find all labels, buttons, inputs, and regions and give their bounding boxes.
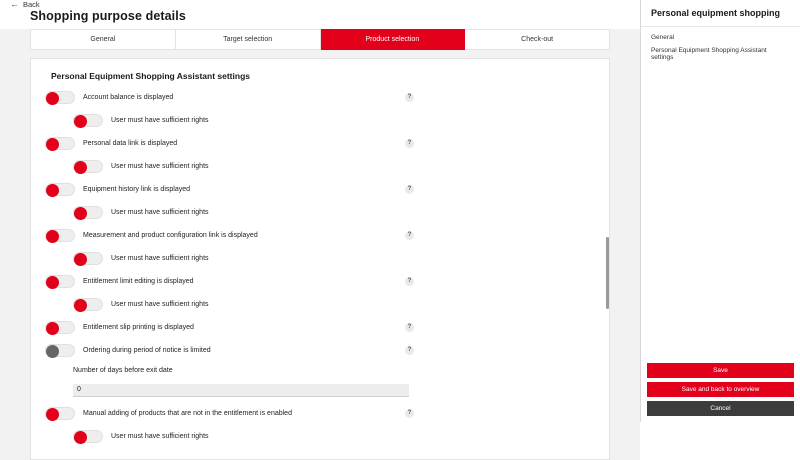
tab-check-out[interactable]: Check-out xyxy=(465,29,610,50)
setting-label: Entitlement limit editing is displayed xyxy=(83,278,194,285)
setting-label: Manual adding of products that are not in the entitlement is enabled xyxy=(83,409,292,417)
toggle-equipment-history-link-displayed[interactable] xyxy=(45,183,75,196)
setting-label: Ordering during period of notice is limited xyxy=(83,347,211,354)
setting-row xyxy=(45,91,595,104)
setting-label: User must have sufficient rights xyxy=(111,432,209,440)
setting-row xyxy=(73,114,595,127)
sidebar-item-general[interactable]: General xyxy=(651,34,675,41)
panel-scrollbar[interactable] xyxy=(606,59,609,459)
cancel-button[interactable]: Cancel xyxy=(647,401,794,416)
toggle-measurement-product-config-link-displayed[interactable] xyxy=(45,229,75,242)
save-button[interactable]: Save xyxy=(647,363,794,378)
tab-target-selection[interactable]: Target selection xyxy=(176,29,321,50)
setting-label: User must have sufficient rights xyxy=(111,301,209,308)
save-and-back-button[interactable]: Save and back to overview xyxy=(647,382,794,397)
content-area xyxy=(0,50,640,460)
setting-row xyxy=(73,160,595,173)
toggle-ordering-period-of-notice-limited[interactable] xyxy=(45,344,75,357)
toggle-knob xyxy=(74,115,87,128)
setting-row xyxy=(45,229,595,242)
tab-product-selection[interactable]: Product selection xyxy=(321,29,466,50)
setting-label: Equipment history link is displayed xyxy=(83,186,190,193)
settings-panel xyxy=(30,58,610,460)
sidebar-item-pesa-settings[interactable]: Personal Equipment Shopping Assistant settings xyxy=(651,47,767,61)
toggle-knob xyxy=(46,138,59,151)
setting-row xyxy=(73,298,595,311)
back-button[interactable] xyxy=(10,0,40,9)
setting-label: User must have sufficient rights xyxy=(111,209,209,216)
toggle-knob xyxy=(46,92,59,105)
panel-scrollbar-thumb[interactable] xyxy=(606,237,609,309)
toggle-user-rights-manual-adding[interactable] xyxy=(73,430,103,443)
toggle-knob xyxy=(46,276,59,289)
days-before-exit-field-block xyxy=(73,367,595,397)
setting-label: Measurement and product configuration link is displayed xyxy=(83,232,258,239)
setting-label: Personal data link is displayed xyxy=(83,140,178,147)
help-icon[interactable]: ? xyxy=(405,139,414,148)
toggle-knob xyxy=(46,408,59,421)
toggle-knob xyxy=(74,299,87,312)
days-before-exit-input[interactable] xyxy=(73,384,409,397)
setting-label: User must have sufficient rights xyxy=(111,117,209,124)
days-before-exit-label: Number of days before exit date xyxy=(73,367,173,374)
page-title: Shopping purpose details xyxy=(0,9,640,29)
sidebar-item-list xyxy=(641,27,800,64)
setting-label: Entitlement slip printing is displayed xyxy=(83,324,194,331)
toggle-knob xyxy=(46,345,59,358)
sidebar-title: Personal equipment shopping xyxy=(641,0,800,27)
sidebar-spacer xyxy=(641,64,800,363)
toggle-entitlement-limit-editing-displayed[interactable] xyxy=(45,275,75,288)
setting-label: Account balance is displayed xyxy=(83,94,174,101)
toggle-knob xyxy=(74,253,87,266)
toggle-entitlement-slip-printing-displayed[interactable] xyxy=(45,321,75,334)
setting-label: User must have sufficient rights xyxy=(111,163,209,170)
setting-row xyxy=(73,206,595,219)
help-icon[interactable]: ? xyxy=(405,323,414,332)
help-icon[interactable]: ? xyxy=(405,277,414,286)
setting-row xyxy=(73,252,595,265)
toggle-knob xyxy=(46,322,59,335)
toggle-manual-adding-products-enabled[interactable] xyxy=(45,407,75,420)
toggle-knob xyxy=(74,207,87,220)
toggle-user-rights-equipment-history[interactable] xyxy=(73,206,103,219)
toggle-knob xyxy=(46,184,59,197)
help-icon[interactable]: ? xyxy=(405,185,414,194)
setting-row xyxy=(45,321,595,334)
toggle-user-rights-entitlement-limit[interactable] xyxy=(73,298,103,311)
help-icon[interactable]: ? xyxy=(405,409,414,418)
toggle-personal-data-link-displayed[interactable] xyxy=(45,137,75,150)
setting-row xyxy=(45,344,595,357)
toggle-knob xyxy=(74,161,87,174)
toggle-user-rights-measurement-config[interactable] xyxy=(73,252,103,265)
top-bar xyxy=(0,0,640,9)
setting-row xyxy=(45,137,595,150)
panel-title: Personal Equipment Shopping Assistant settings xyxy=(51,71,250,81)
setting-label: User must have sufficient rights xyxy=(111,255,209,262)
toggle-user-rights-personal-data[interactable] xyxy=(73,160,103,173)
sidebar xyxy=(640,0,800,422)
help-icon[interactable]: ? xyxy=(405,231,414,240)
setting-row xyxy=(45,183,595,196)
setting-row xyxy=(73,430,595,443)
setting-row xyxy=(45,407,595,420)
back-arrow-icon: ← xyxy=(10,0,19,9)
toggle-user-rights-account-balance[interactable] xyxy=(73,114,103,127)
tab-general[interactable]: General xyxy=(30,29,176,50)
back-button-label: Back xyxy=(23,0,40,9)
sidebar-actions xyxy=(641,363,800,422)
setting-row xyxy=(45,275,595,288)
help-icon[interactable]: ? xyxy=(405,346,414,355)
toggle-account-balance-displayed[interactable] xyxy=(45,91,75,104)
toggle-knob xyxy=(74,431,87,444)
toggle-knob xyxy=(46,230,59,243)
help-icon[interactable]: ? xyxy=(405,93,414,102)
tab-bar xyxy=(0,29,640,50)
